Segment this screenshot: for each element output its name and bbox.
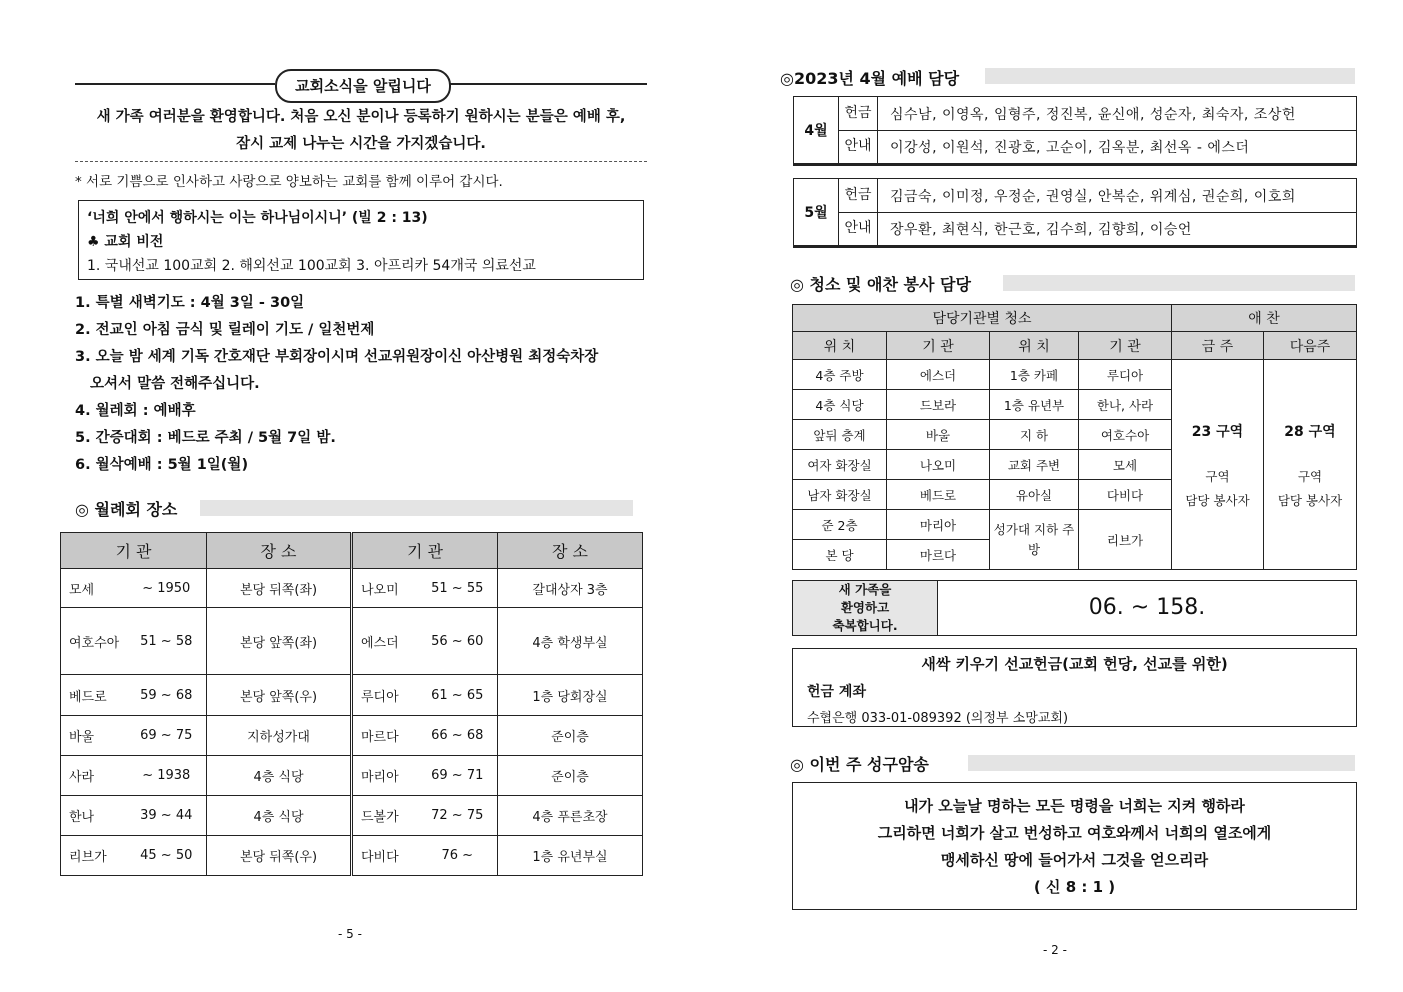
venue-org: 다비다: [352, 836, 418, 876]
meal-sub2: 담당 봉사자: [1185, 492, 1250, 508]
clean-org: 에스더: [887, 360, 990, 390]
table-row: [793, 360, 1357, 390]
welcome-text-1: 새 가족 여러분을 환영합니다. 처음 오신 분이나 등록하기 원하시는 분들은 예배 후,: [96, 109, 626, 125]
new-family-label-2: 환영하고: [840, 600, 890, 615]
venue-years: 51 ~ 55: [418, 569, 498, 608]
clean-heading-bar: [1003, 275, 1355, 291]
duty-names: 심수남, 이영옥, 임형주, 정진복, 윤신애, 성순자, 최숙자, 조상헌: [890, 106, 1296, 123]
clean-org: 마르다: [887, 540, 990, 570]
duty-heading: ◎2023년 4월 예배 담당: [780, 69, 960, 88]
duty-names: 김금숙, 이미정, 우정순, 권영실, 안복순, 위계심, 권순희, 이호희: [890, 188, 1296, 205]
clean-location: 앞뒤 층계: [793, 420, 887, 450]
may-offering-row: [839, 179, 1356, 213]
clean-location: 준 2층: [793, 510, 887, 540]
meal-next-week: [1264, 360, 1357, 570]
venue-years: 72 ~ 75: [418, 796, 498, 836]
clean-org: 베드로: [887, 480, 990, 510]
venue-org: 사라: [61, 756, 127, 796]
venue-header-place-1: 장 소: [207, 533, 352, 569]
clean-org: 한나, 사라: [1079, 390, 1172, 420]
venue-org: 마르다: [352, 716, 418, 756]
clean-org: 모세: [1079, 450, 1172, 480]
clean-location: 1층 유년부: [990, 390, 1079, 420]
venue-place: 본당 앞쪽(좌): [207, 608, 352, 675]
clean-location: 1층 카페: [990, 360, 1079, 390]
meal-this-week: [1172, 360, 1264, 570]
memory-heading: ◎ 이번 주 성구암송: [790, 755, 929, 774]
venue-years: 59 ~ 68: [127, 675, 207, 716]
clean-org: 나오미: [887, 450, 990, 480]
clean-location: 유아실: [990, 480, 1079, 510]
meal-sub1: 구역: [1205, 468, 1230, 484]
venue-org: 베드로: [61, 675, 127, 716]
venue-years: 45 ~ 50: [127, 836, 207, 876]
clean-location: 지 하: [990, 420, 1079, 450]
clean-location: 여자 화장실: [793, 450, 887, 480]
clean-heading: ◎ 청소 및 애찬 봉사 담당: [790, 275, 971, 294]
duty-key: 헌금: [839, 97, 878, 130]
offering-account: 수협은행 033-01-089392 (의정부 소망교회): [807, 711, 1069, 726]
new-family-label-3: 축복합니다.: [832, 618, 898, 633]
venue-years: 69 ~ 71: [418, 756, 498, 796]
venue-heading-bar: [200, 500, 633, 516]
offering-subtitle: 헌금 계좌: [807, 684, 866, 700]
page-number-right: - 2 -: [1043, 943, 1067, 957]
greeting-note: * 서로 기쁨으로 인사하고 사랑으로 양보하는 교회를 함께 이루어 갑시다.: [75, 174, 503, 190]
venue-place: 본당 뒤쪽(좌): [207, 569, 352, 608]
new-family-box: [792, 580, 1357, 636]
new-family-label-1: 새 가족을: [838, 582, 892, 597]
clean-group-header: 담당기관별 청소: [793, 305, 1172, 332]
clean-header: 기 관: [887, 332, 990, 360]
venue-place: 4층 식당: [207, 756, 352, 796]
meal-this-group: 23 구역: [1191, 423, 1244, 440]
venue-years: 51 ~ 58: [127, 608, 207, 675]
venue-place: 4층 학생부실: [498, 608, 643, 675]
venue-header-place-2: 장 소: [498, 533, 643, 569]
new-family-count: 06. ~ 158.: [1088, 595, 1206, 620]
venue-years: 69 ~ 75: [127, 716, 207, 756]
news-item-6: 6. 월삭예배 : 5월 1일(월): [75, 457, 249, 473]
venue-org: 여호수아: [61, 608, 127, 675]
venue-header-org-2: 기 관: [352, 533, 498, 569]
table-row: [61, 675, 643, 716]
clean-org: 드보라: [887, 390, 990, 420]
venue-place: 본당 뒤쪽(우): [207, 836, 352, 876]
clean-location: 성가대 지하 주방: [990, 510, 1079, 570]
meal-next-group: 28 구역: [1284, 423, 1336, 440]
table-row: [61, 756, 643, 796]
clean-org: 바울: [887, 420, 990, 450]
venue-org: 루디아: [352, 675, 418, 716]
verse-text: ‘너희 안에서 행하시는 이는 하나님이시니’ (빌 2 : 13): [87, 210, 428, 226]
april-label: 4월: [794, 97, 839, 163]
venue-place: 본당 앞쪽(우): [207, 675, 352, 716]
cleaning-table: [792, 304, 1357, 570]
offering-box: [792, 648, 1357, 727]
clean-location: 남자 화장실: [793, 480, 887, 510]
verse-box: [78, 200, 644, 280]
table-row: [61, 569, 643, 608]
memory-verse-box: [792, 782, 1357, 910]
table-row: [61, 608, 643, 675]
offering-title: 새싹 키우기 선교헌금(교회 헌당, 선교를 위한): [921, 655, 1228, 673]
clean-org: 마리아: [887, 510, 990, 540]
venue-place: 1층 당회장실: [498, 675, 643, 716]
venue-years: 76 ~: [418, 836, 498, 876]
venue-years: ~ 1938: [127, 756, 207, 796]
memory-line-3: 맹세하신 땅에 들어가서 그것을 얻으리라: [940, 851, 1209, 869]
duty-key: 안내: [839, 212, 878, 245]
news-item-3: 3. 오늘 밤 세계 기독 간호재단 부회장이시며 선교위원장이신 아산병원 최정숙차장: [75, 349, 599, 365]
duty-key: 안내: [839, 130, 878, 163]
venue-years: 66 ~ 68: [418, 716, 498, 756]
table-row: [61, 716, 643, 756]
may-label: 5월: [794, 179, 839, 245]
title-rule-left: [75, 83, 275, 85]
clean-org: 루디아: [1079, 360, 1172, 390]
memory-heading-bar: [968, 755, 1355, 771]
news-item-3-cont: 오셔서 말씀 전해주십니다.: [90, 376, 260, 392]
venue-place: 4층 푸른초장: [498, 796, 643, 836]
venue-years: 61 ~ 65: [418, 675, 498, 716]
clean-location: 4층 주방: [793, 360, 887, 390]
news-item-1: 1. 특별 새벽기도 : 4월 3일 - 30일: [75, 295, 305, 311]
table-row: [61, 796, 643, 836]
title-rule-right: [447, 83, 647, 85]
venue-org: 마리아: [352, 756, 418, 796]
venue-org: 바울: [61, 716, 127, 756]
news-item-2: 2. 전교인 아침 금식 및 릴레이 기도 / 일천번제: [75, 322, 375, 338]
venue-place: 준이층: [498, 716, 643, 756]
clean-org: 다비다: [1079, 480, 1172, 510]
venue-org: 리브가: [61, 836, 127, 876]
news-item-4: 4. 월레회 : 예배후: [75, 403, 196, 419]
meal-sub1: 구역: [1297, 468, 1323, 484]
venue-years: 56 ~ 60: [418, 608, 498, 675]
venue-header-org-1: 기 관: [61, 533, 207, 569]
clean-org: 여호수아: [1079, 420, 1172, 450]
memory-line-1: 내가 오늘날 명하는 모든 명령을 너희는 지켜 행하라: [904, 797, 1245, 815]
venue-org: 한나: [61, 796, 127, 836]
vision-items: 1. 국내선교 100교회 2. 해외선교 100교회 3. 아프리카 54개국 의료선교: [87, 258, 536, 274]
april-duty-box: [793, 96, 1357, 166]
venue-place: 지하성가대: [207, 716, 352, 756]
welcome-text-2: 잠시 교제 나누는 시간을 가지겠습니다.: [236, 136, 486, 152]
venue-place: 4층 식당: [207, 796, 352, 836]
duty-key: 헌금: [839, 179, 878, 212]
may-duty-box: [793, 178, 1357, 248]
clean-header: 다음주: [1264, 332, 1357, 360]
announcement-title: 교회소식을 알립니다: [275, 69, 451, 103]
duty-names: 이강성, 이원석, 진광호, 고순이, 김옥분, 최선옥 - 에스더: [890, 139, 1250, 156]
vision-title: ♣ 교회 비전: [87, 234, 164, 250]
may-usher-row: [839, 212, 1356, 245]
duty-names: 장우환, 최현식, 한근호, 김수희, 김향희, 이승언: [890, 221, 1192, 238]
clean-header: 금 주: [1172, 332, 1264, 360]
new-family-label: [793, 581, 938, 635]
clean-header: 위 치: [990, 332, 1079, 360]
duty-heading-bar: [985, 68, 1355, 84]
divider: [75, 161, 647, 162]
venue-org: 나오미: [352, 569, 418, 608]
clean-location: 교회 주변: [990, 450, 1079, 480]
meal-group-header: 애 찬: [1172, 305, 1357, 332]
memory-line-2: 그리하면 너희가 살고 번성하고 여호와께서 너희의 열조에게: [877, 824, 1272, 842]
clean-header: 위 치: [793, 332, 887, 360]
clean-location: 본 당: [793, 540, 887, 570]
venue-heading: ◎ 월례회 장소: [75, 500, 178, 519]
venue-place: 준이층: [498, 756, 643, 796]
venue-years: ~ 1950: [127, 569, 207, 608]
venue-place: 1층 유년부실: [498, 836, 643, 876]
venue-table: [60, 532, 643, 876]
venue-years: 39 ~ 44: [127, 796, 207, 836]
venue-org: 모세: [61, 569, 127, 608]
venue-place: 갈대상자 3층: [498, 569, 643, 608]
april-usher-row: [839, 130, 1356, 163]
clean-location: 4층 식당: [793, 390, 887, 420]
april-offering-row: [839, 97, 1356, 131]
clean-header: 기 관: [1079, 332, 1172, 360]
memory-reference: ( 신 8 : 1 ): [1033, 878, 1116, 896]
venue-org: 드볼가: [352, 796, 418, 836]
clean-org: 리브가: [1079, 510, 1172, 570]
table-row: [61, 836, 643, 876]
meal-sub2: 담당 봉사자: [1277, 492, 1343, 508]
venue-org: 에스더: [352, 608, 418, 675]
news-item-5: 5. 간증대회 : 베드로 주최 / 5월 7일 밤.: [75, 430, 336, 446]
page-number-left: - 5 -: [338, 927, 362, 941]
